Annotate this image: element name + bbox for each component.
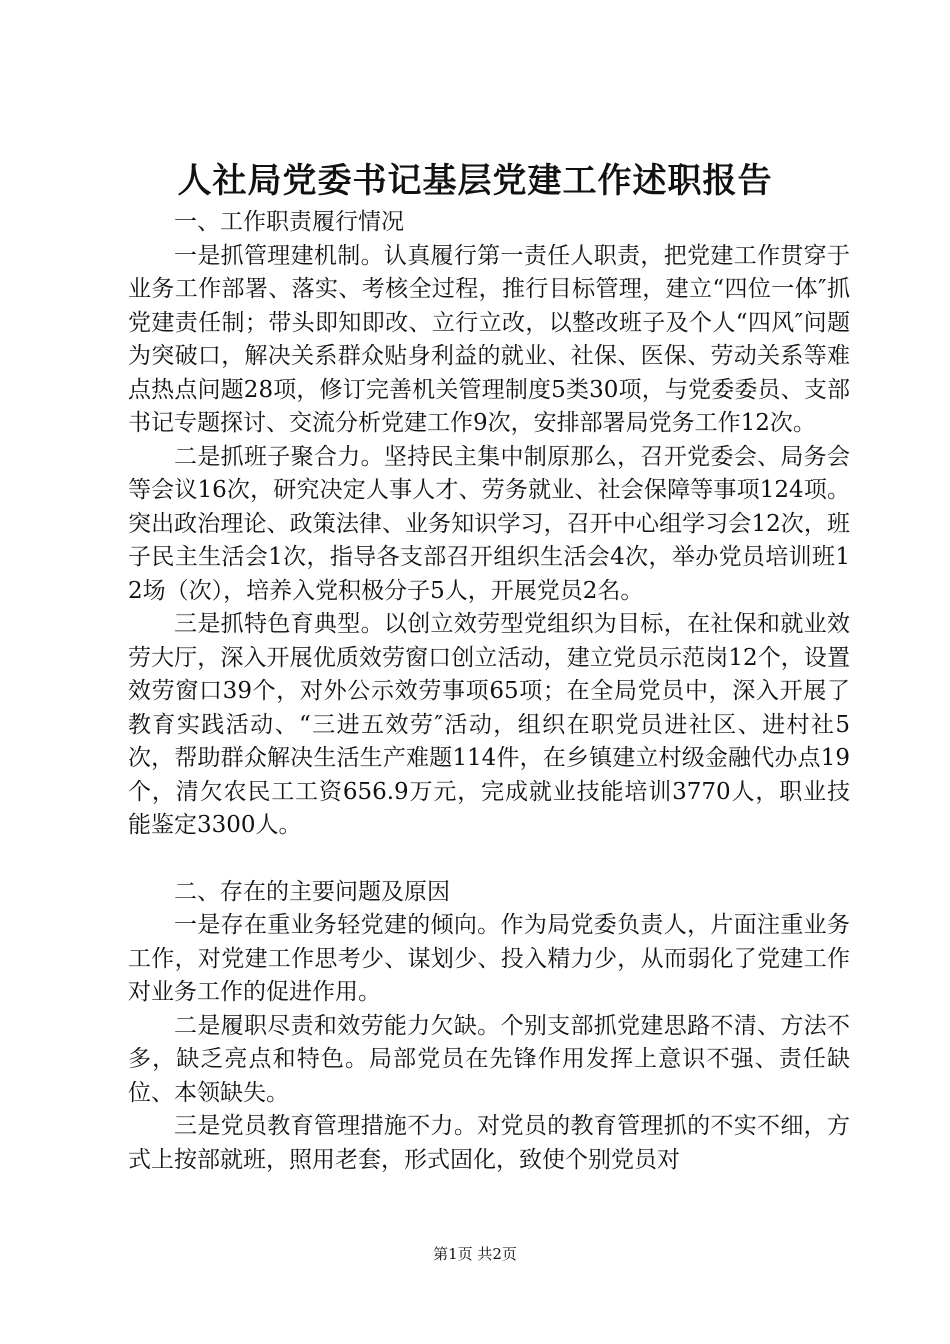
- paragraph-featured-models: 三是抓特色育典型。以创立效劳型党组织为目标，在社保和就业效劳大厅，深入开展优质效劳窗口创立活动，建立党员示范岗12个，设置效劳窗口39个，对外公示效劳事项65项；在全局党员中，深入开展了教育实践活动、“三进五效劳″活动，组织在职党员进社区、进村社5次，帮助群众解决生活生产难题114件，在乡镇建立村级金融代办点19个，清欠农民工工资656.9万元，完成就业技能培训3770人，职业技能鉴定3300人。: [128, 611, 850, 838]
- document-title: 人社局党委书记基层党建工作述职报告: [177, 161, 773, 201]
- section-heading-duties: 一、工作职责履行情况: [174, 209, 404, 235]
- section-heading-problems: 二、存在的主要问题及原因: [174, 878, 450, 905]
- paragraph-member-education: 三是党员教育管理措施不力。对党员的教育管理抓的不实不细，方式上按部就班，照用老套，形式固化，致使个别党员对: [128, 1113, 850, 1173]
- page-number-footer: 第1页 共2页: [433, 1245, 517, 1263]
- paragraph-team-cohesion: 二是抓班子聚合力。坚持民主集中制原那么，召开党委会、局务会等会议16次，研究决定人事人才、劳务就业、社会保障等事项124项。突出政治理论、政策法律、业务知识学习，召开中心组学习会12次，班子民主生活会1次，指导各支部召开组织生活会4次，举办党员培训班12场（次），培养入党积极分子5人，开展党员2名。: [128, 443, 850, 604]
- paragraph-management-mechanism: 一是抓管理建机制。认真履行第一责任人职责，把党建工作贯穿于业务工作部署、落实、考核全过程，推行目标管理，建立“四位一体″抓党建责任制；带头即知即改、立行立改，以整改班子及个人“四风″问题为突破口，解决关系群众贴身利益的就业、社保、医保、劳动关系等难点热点问题28项，修订完善机关管理制度5类30项，与党委委员、支部书记专题探讨、交流分析党建工作9次，安排部署局党务工作12次。: [128, 242, 850, 436]
- paragraph-business-over-party: 一是存在重业务轻党建的倾向。作为局党委负责人，片面注重业务工作，对党建工作思考少、谋划少、投入精力少，从而弱化了党建工作对业务工作的促进作用。: [128, 912, 850, 1005]
- document-body: [128, 206, 850, 1177]
- paragraph-service-capacity: 二是履职尽责和效劳能力欠缺。个别支部抓党建思路不清、方法不多，缺乏亮点和特色。局部党员在先锋作用发挥上意识不强、责任缺位、本领缺失。: [128, 1012, 850, 1106]
